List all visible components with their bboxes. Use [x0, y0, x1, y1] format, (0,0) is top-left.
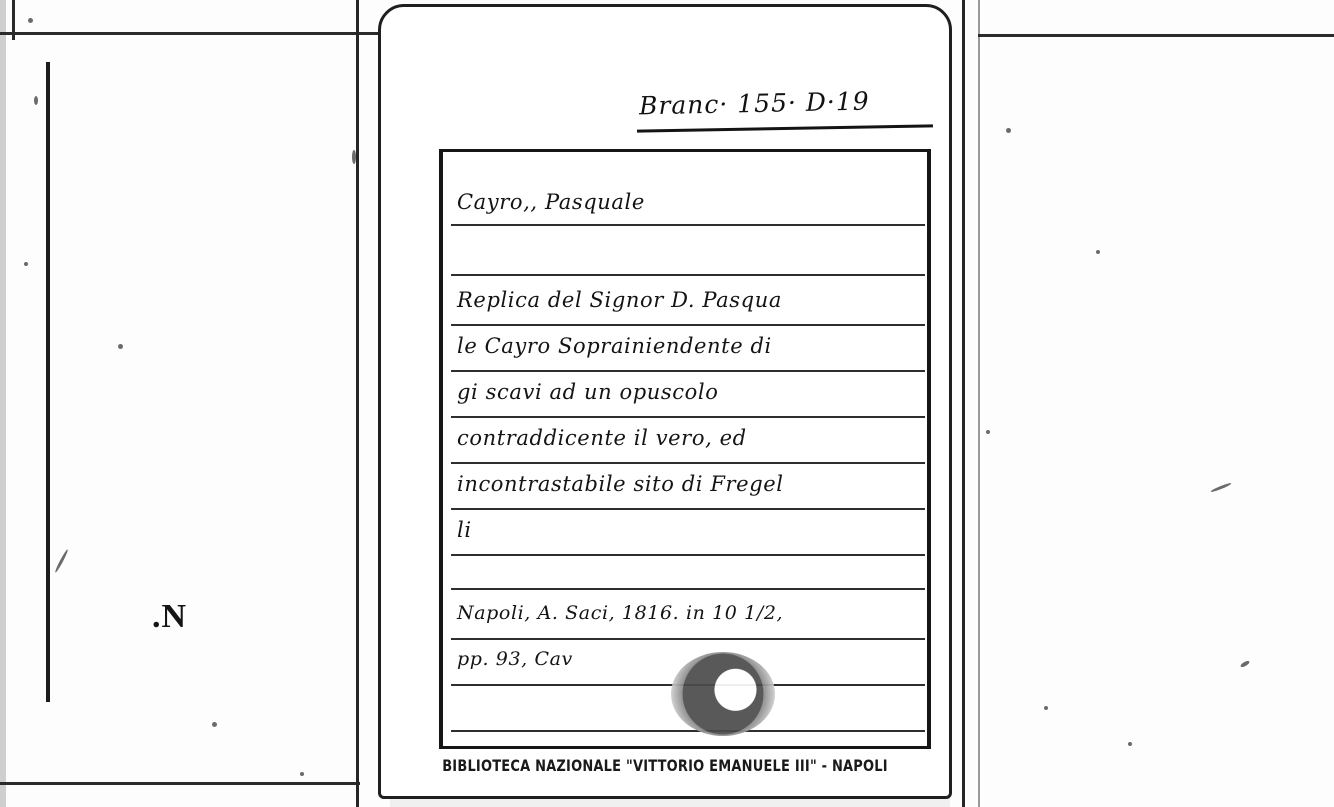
card-author: Cayro,, Pasquale	[457, 190, 645, 214]
rule-line	[451, 324, 925, 326]
rule-line	[451, 224, 925, 226]
speckle	[34, 96, 38, 105]
card-title-line-4: contraddicente il vero, ed	[457, 426, 747, 450]
right-vertical-rule-inner	[962, 0, 965, 807]
institution-stamp: BIBLIOTECA NAZIONALE "VITTORIO EMANUELE III" - NAPOLI	[442, 757, 888, 776]
page-left-edge	[0, 0, 6, 807]
album-letter: .N	[152, 598, 188, 635]
speckle	[1096, 250, 1100, 254]
rule-line	[451, 416, 925, 418]
rule-line	[451, 508, 925, 510]
speckle	[1044, 706, 1048, 710]
speckle	[212, 722, 217, 727]
card-title-line-6: li	[457, 518, 472, 542]
library-ink-stamp	[671, 652, 775, 736]
speckle	[300, 772, 304, 776]
card-title-line-5: incontrastabile sito di Fregel	[457, 472, 784, 496]
catalogue-card	[378, 4, 952, 799]
card-title-line-3: gi scavi ad un opuscolo	[457, 380, 719, 404]
speckle	[1210, 482, 1232, 493]
rule-line	[451, 274, 925, 276]
card-imprint-line-2: pp. 93, Cav	[457, 648, 573, 670]
card-imprint-line-1: Napoli, A. Saci, 1816. in 10 1/2,	[457, 602, 784, 624]
ruled-frame	[439, 149, 931, 749]
top-horizontal-rule-left	[0, 32, 380, 35]
speckle	[1128, 742, 1132, 746]
speckle	[352, 150, 356, 164]
top-horizontal-rule-right	[978, 34, 1334, 37]
speckle	[1240, 660, 1251, 668]
rule-line	[451, 730, 925, 732]
speckle	[118, 344, 123, 349]
right-vertical-rule-outer	[978, 0, 980, 807]
rule-line	[451, 638, 925, 640]
speckle	[24, 262, 28, 266]
rule-line	[451, 370, 925, 372]
shelfmark-underline	[637, 124, 933, 132]
card-title-line-1: Replica del Signor D. Pasqua	[457, 288, 782, 312]
shelfmark-heading: Branc· 155· D·19	[638, 86, 870, 121]
speckle	[54, 549, 69, 573]
rule-line	[451, 588, 925, 590]
card-title-line-2: le Cayro Soprainiendente di	[457, 334, 772, 358]
left-vertical-rule	[46, 62, 50, 702]
speckle	[28, 18, 33, 23]
speckle	[986, 430, 990, 434]
rule-line	[451, 462, 925, 464]
speckle	[1006, 128, 1011, 133]
center-vertical-rule	[356, 0, 359, 807]
bottom-horizontal-rule-left	[0, 782, 360, 785]
rule-line	[451, 554, 925, 556]
